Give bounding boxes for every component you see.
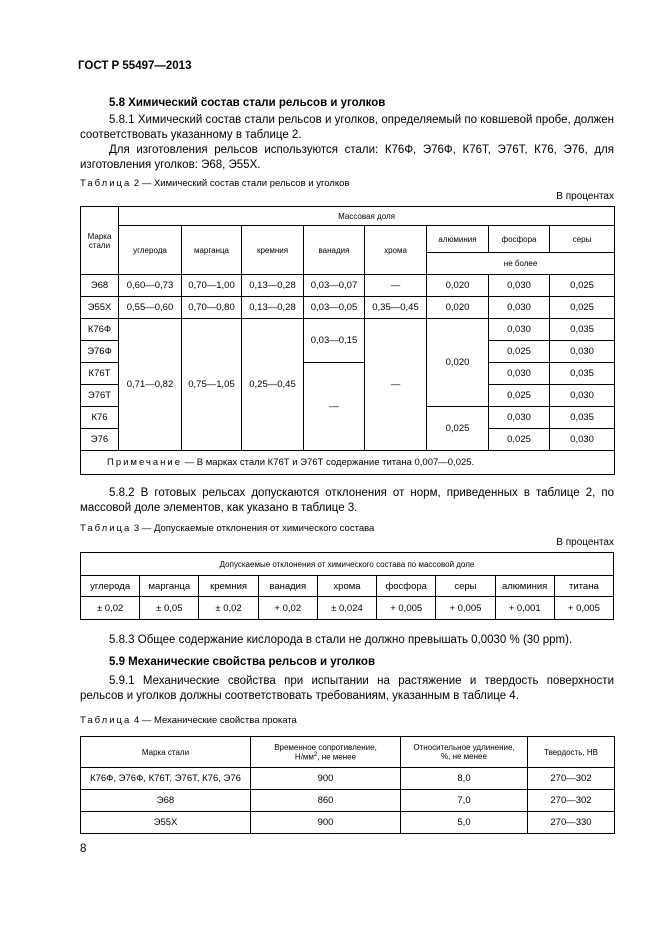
table-cell: Э76 (81, 429, 119, 451)
table-3-col-carbon: углерода (81, 576, 140, 597)
table-4-caption-text: 4 — Механические свойства проката (133, 715, 297, 726)
table-cell: 0,70—0,80 (182, 297, 242, 319)
table-3-col-titanium: титана (554, 576, 613, 597)
table-cell: 0,025 (489, 429, 550, 451)
table-cell: Э76Ф (81, 341, 119, 363)
table-cell: ± 0,02 (81, 597, 140, 620)
table-cell: К76Т (81, 363, 119, 385)
table-cell: Э55Х (81, 812, 251, 834)
table-cell: 0,030 (550, 341, 615, 363)
table-cell: 5,0 (401, 812, 528, 834)
table-cell: + 0,005 (554, 597, 613, 620)
table-cell: 0,035 (550, 363, 615, 385)
table-cell: 0,030 (489, 297, 550, 319)
table-4 (80, 736, 615, 834)
table-cell: ± 0,05 (140, 597, 199, 620)
paragraph-steels: Для изготовления рельсов используются стали: К76Ф, Э76Ф, К76Т, Э76Т, К76, Э76, для изготовления уголков: Э68, Э55Х. (80, 144, 614, 171)
table-cell: К76 (81, 407, 119, 429)
table-cell: + 0,005 (377, 597, 436, 620)
table-2-header-carbon: углерода (119, 226, 182, 275)
table-cell: К76Ф, Э76Ф, К76Т, Э76Т, К76, Э76 (81, 768, 251, 790)
table-cell: ± 0,024 (317, 597, 376, 620)
table-3-header: Допускаемые отклонения от химического состава по массовой доле (81, 553, 614, 576)
table-cell: 270—330 (528, 812, 615, 834)
table-cell: ± 0,02 (199, 597, 258, 620)
table-cell: 0,030 (550, 429, 615, 451)
table-3-col-manganese: марганца (140, 576, 199, 597)
table-row (81, 275, 615, 297)
table-cell: + 0,02 (258, 597, 317, 620)
table-3 (80, 552, 614, 620)
table-cell: 900 (251, 812, 401, 834)
table-2-caption-text: 2 — Химический состав стали рельсов и уголков (133, 178, 350, 189)
table-cell: 0,035 (550, 319, 615, 341)
table-cell: 0,025 (550, 275, 615, 297)
table-3-unit: В процентах (556, 537, 614, 548)
table-4-caption-label: Таблица (80, 715, 132, 726)
table-2-header-phosphorus: фосфора (489, 226, 550, 253)
table-cell: 0,030 (489, 319, 550, 341)
table-3-col-sulfur: серы (436, 576, 495, 597)
table-cell: 0,020 (427, 275, 489, 297)
table-2-header-vanadium: ванадия (304, 226, 365, 275)
paragraph-5-9-1: 5.9.1 Механические свойства при испытании на растяжение и твердость поверхности рельсов и уголков должны соответствовать требованиям, указанным в таблице 4. (80, 675, 614, 702)
table-cell: 7,0 (401, 790, 528, 812)
table-2-note-label: Примечание (107, 457, 182, 468)
table-2-header-not-more: не более (427, 253, 615, 275)
table-3-caption (80, 523, 374, 534)
table-cell: 0,030 (489, 363, 550, 385)
table-cell: 0,020 (427, 319, 489, 407)
table-cell: 0,55—0,60 (119, 297, 182, 319)
table-cell: 0,71—0,82 (119, 319, 182, 451)
table-4-caption (80, 715, 297, 726)
table-cell: — (304, 363, 365, 451)
table-3-caption-text: 3 — Допускаемые отклонения от химического состава (133, 523, 375, 534)
table-cell: 860 (251, 790, 401, 812)
table-2-unit: В процентах (556, 191, 614, 202)
table-cell: 0,25—0,45 (242, 319, 304, 451)
section-5-9-title: 5.9 Механические свойства рельсов и уголков (109, 656, 376, 668)
table-row (81, 297, 615, 319)
table-cell: + 0,001 (495, 597, 554, 620)
table-cell: 0,13—0,28 (242, 275, 304, 297)
table-2-header-grade: Марка стали (81, 207, 119, 275)
table-4-header-grade: Марка стали (81, 737, 251, 768)
table-cell: 0,03—0,05 (304, 297, 365, 319)
table-4-header-tensile-text: Временное сопротивление, (274, 742, 377, 752)
table-4-header-elongation-text: Относительное удлинение, (413, 743, 515, 752)
table-2-note-text: — В марках стали К76Т и Э76Т содержание титана 0,007—0,025. (184, 457, 475, 468)
table-2-header-sulfur: серы (550, 226, 615, 253)
table-cell: 8,0 (401, 768, 528, 790)
table-cell: 0,70—1,00 (182, 275, 242, 297)
table-cell: 0,75—1,05 (182, 319, 242, 451)
table-cell: 270—302 (528, 790, 615, 812)
table-cell: 0,03—0,07 (304, 275, 365, 297)
table-cell: 0,035 (550, 407, 615, 429)
table-cell: 0,13—0,28 (242, 297, 304, 319)
table-row (81, 812, 615, 834)
table-cell: — (365, 319, 427, 451)
table-3-col-vanadium: ванадия (258, 576, 317, 597)
table-3-col-chromium: хрома (317, 576, 376, 597)
table-3-col-aluminium: алюминия (495, 576, 554, 597)
table-2-header-mass: Массовая доля (119, 207, 615, 226)
table-cell: 0,020 (427, 297, 489, 319)
table-2-caption-label: Таблица (80, 178, 132, 189)
table-4-header-tensile-min: , не менее (317, 752, 357, 762)
table-cell: 0,60—0,73 (119, 275, 182, 297)
table-2-header-chromium: хрома (365, 226, 427, 275)
table-4-header-hardness: Твердость, НВ (528, 737, 615, 768)
table-cell: — (365, 275, 427, 297)
table-3-columns (81, 576, 614, 597)
table-3-col-phosphorus: фосфора (377, 576, 436, 597)
table-2 (80, 206, 615, 475)
paragraph-5-8-3: 5.8.3 Общее содержание кислорода в стали не должно превышать 0,0030 % (30 ppm). (109, 634, 573, 646)
table-cell: 0,03—0,15 (304, 319, 365, 363)
table-4-header-tensile (251, 737, 401, 768)
table-2-header-manganese: марганца (182, 226, 242, 275)
table-2-header-silicon: кремния (242, 226, 304, 275)
table-cell: + 0,005 (436, 597, 495, 620)
table-cell: 0,030 (550, 385, 615, 407)
table-cell: Э68 (81, 790, 251, 812)
table-cell: 270—302 (528, 768, 615, 790)
table-4-header-elongation (401, 737, 528, 768)
table-row (81, 768, 615, 790)
table-cell: 0,030 (489, 407, 550, 429)
paragraph-5-8-1: 5.8.1 Химический состав стали рельсов и уголков, определяемый по ковшевой пробе, должен соответствовать указанному в таблице 2. (80, 114, 614, 141)
paragraph-5-8-2: 5.8.2 В готовых рельсах допускаются отклонения от норм, приведенных в таблице 2, по массовой доле элементов, как указано в таблице 3. (80, 487, 614, 514)
table-cell: 0,030 (489, 275, 550, 297)
standard-header: ГОСТ Р 55497—2013 (78, 60, 192, 72)
table-3-col-silicon: кремния (199, 576, 258, 597)
table-cell: Э76Т (81, 385, 119, 407)
section-5-8-title: 5.8 Химический состав стали рельсов и уголков (109, 97, 386, 109)
table-2-caption (80, 178, 349, 189)
table-2-note (81, 451, 615, 475)
table-3-caption-label: Таблица (80, 523, 132, 534)
table-4-header-tensile-unit: Н/мм (294, 752, 314, 762)
table-row (81, 597, 614, 620)
page-number: 8 (80, 843, 87, 855)
table-4-header-elongation-min: %, не менее (441, 752, 487, 761)
table-cell: 0,025 (489, 341, 550, 363)
table-2-header-aluminium: алюминия (427, 226, 489, 253)
table-row (81, 319, 615, 341)
table-cell: Э55Х (81, 297, 119, 319)
table-cell: К76Ф (81, 319, 119, 341)
table-cell: 900 (251, 768, 401, 790)
table-row (81, 790, 615, 812)
table-4-header-tensile-sup: 2 (313, 751, 318, 758)
table-cell: 0,025 (427, 407, 489, 451)
table-cell: 0,025 (489, 385, 550, 407)
table-cell: 0,35—0,45 (365, 297, 427, 319)
table-cell: 0,025 (550, 297, 615, 319)
table-cell: Э68 (81, 275, 119, 297)
